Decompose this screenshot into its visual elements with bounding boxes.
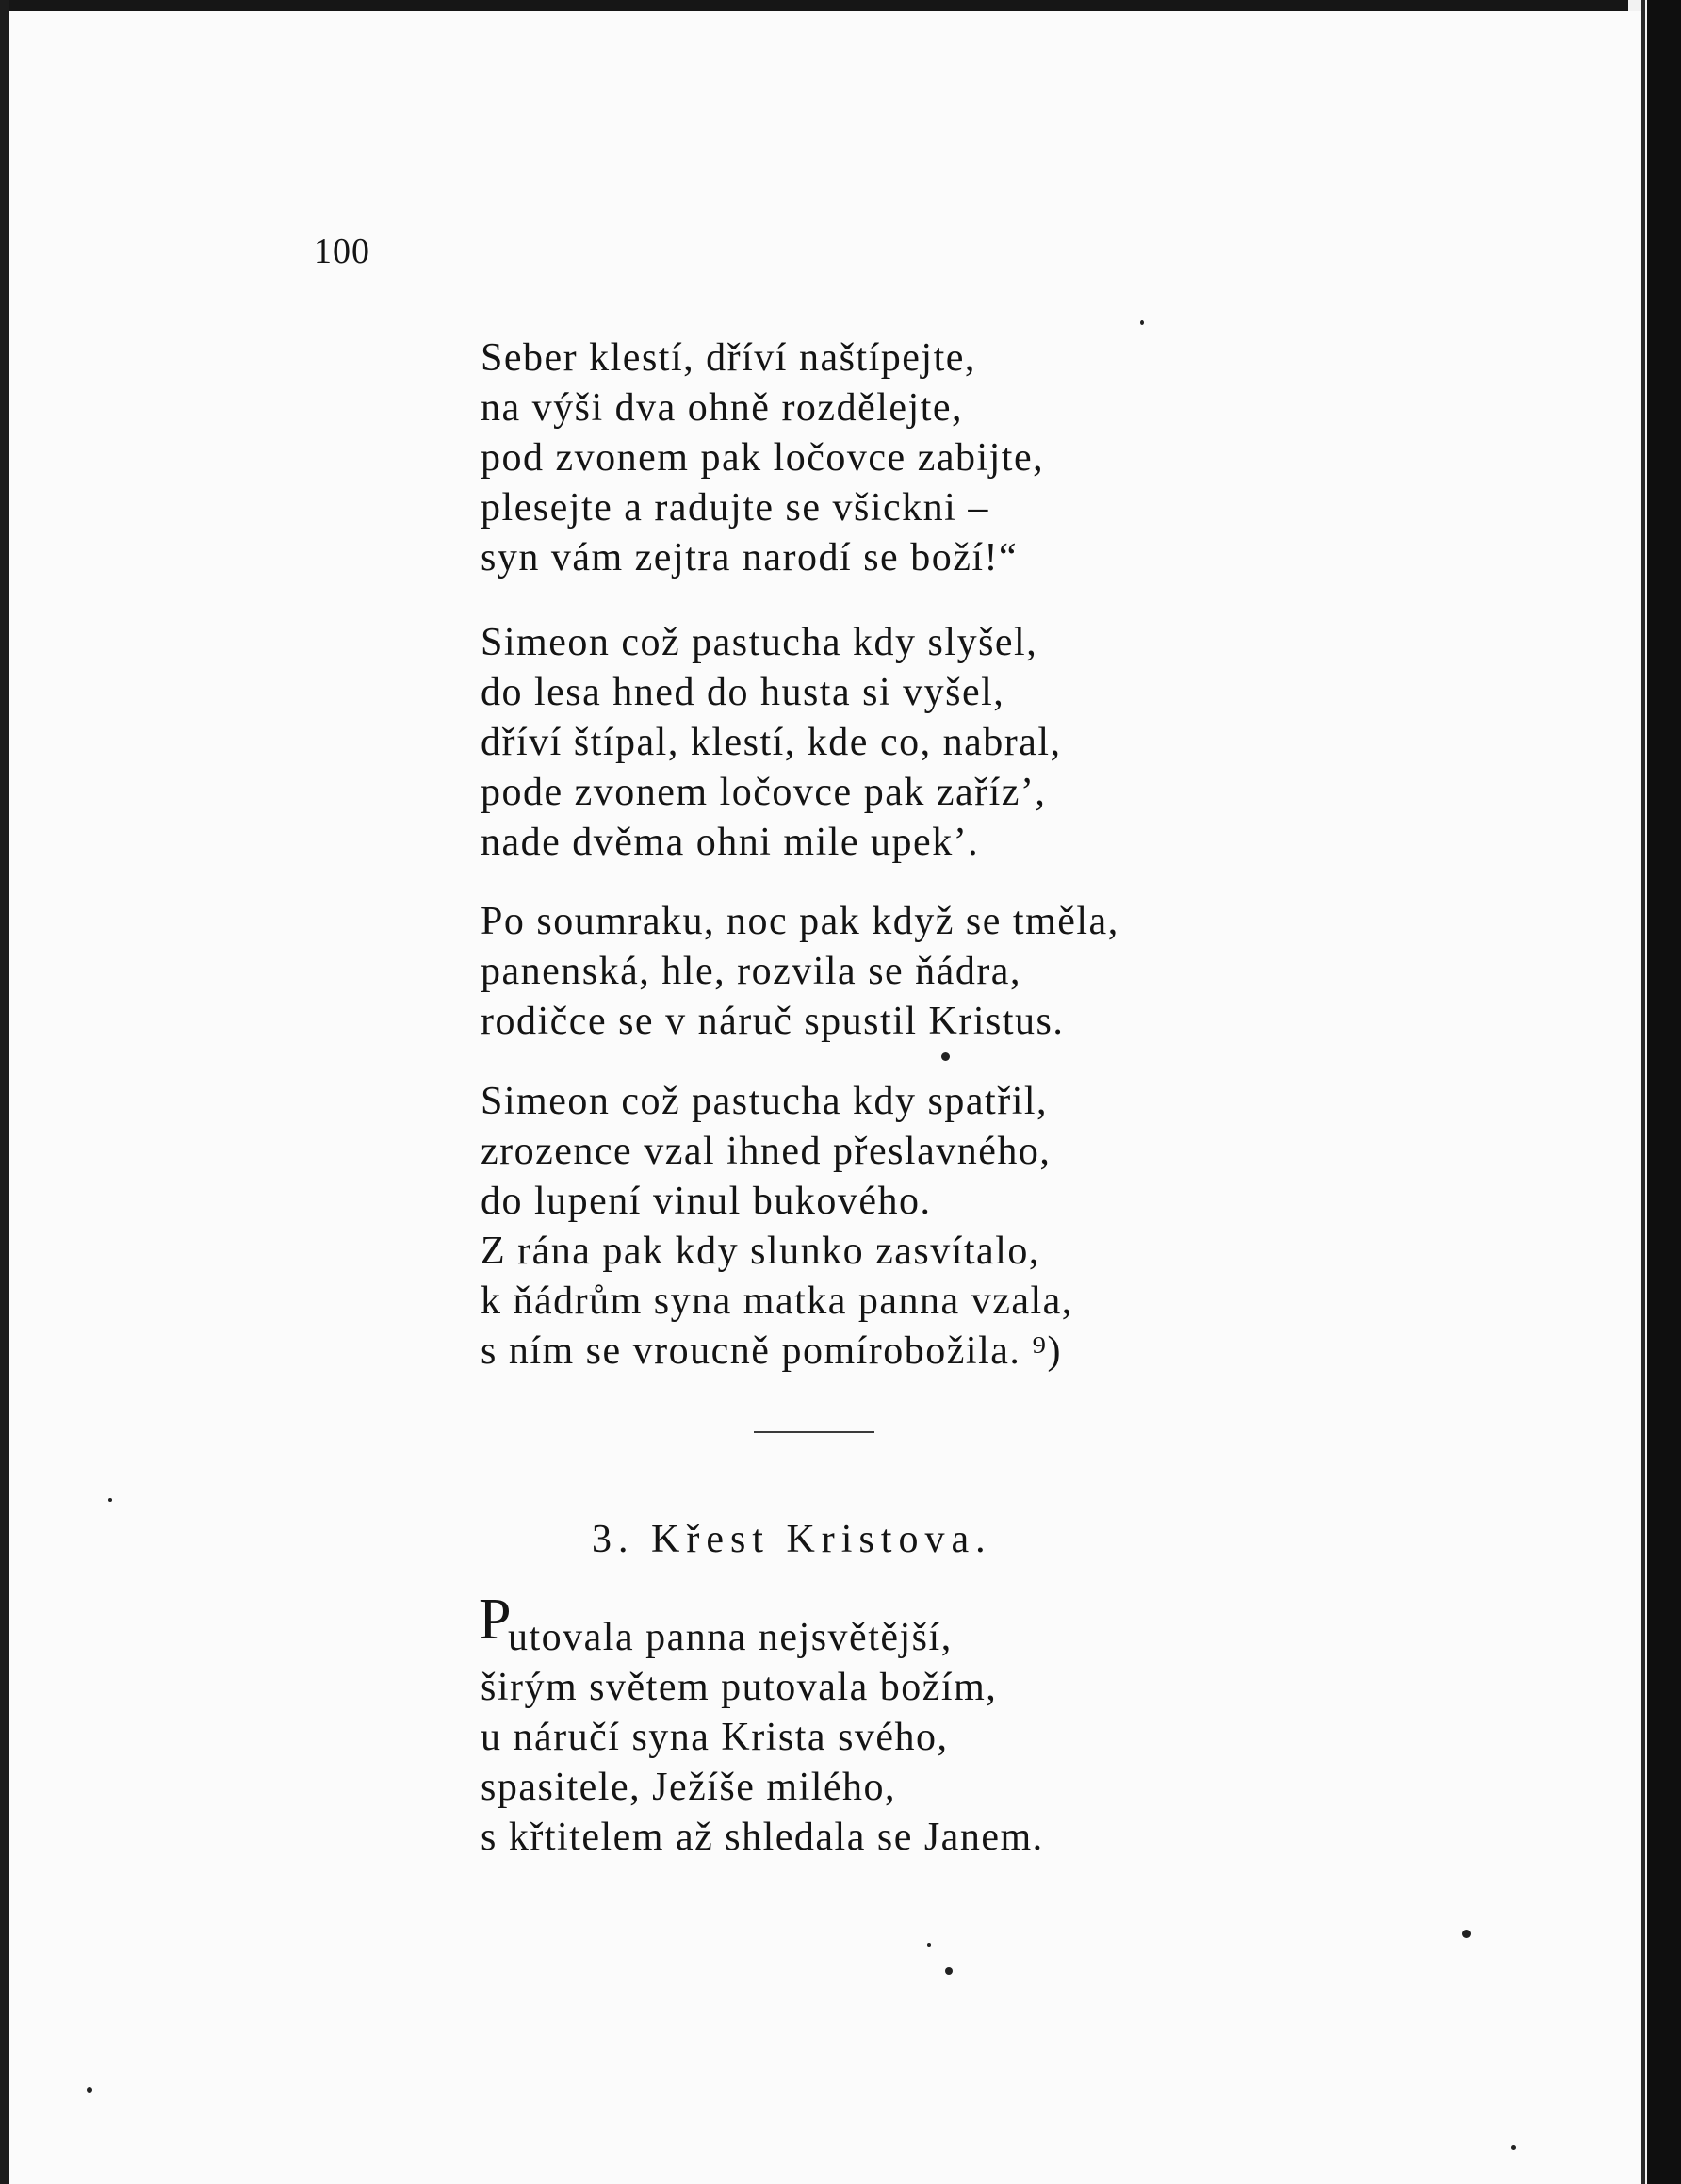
verse-line: do lesa hned do husta si vyšel, (481, 671, 1005, 714)
scan-speck (1511, 2145, 1516, 2150)
verse-line: plesejte a radujte se všickni – (481, 486, 989, 530)
verse-line: širým světem putovala božím, (481, 1666, 998, 1709)
stanza-5 (481, 1613, 1044, 1863)
page-number: 100 (314, 232, 370, 271)
scan-speck (941, 1052, 950, 1061)
verse-line: rodičce se v náruč spustil Kristus. (481, 1000, 1065, 1043)
verse-line: Z rána pak kdy slunko zasvítalo, (481, 1230, 1040, 1273)
scan-speck (87, 2087, 92, 2093)
verse-line: pod zvonem pak ločovce zabijte, (481, 436, 1045, 480)
stanza-2 (481, 618, 1062, 868)
verse-line: zrozence vzal ihned přeslavného, (481, 1130, 1052, 1173)
verse-line: k ňádrům syna matka panna vzala, (481, 1279, 1073, 1323)
book-spine-line (1641, 0, 1645, 2184)
verse-line: do lupení vinul bukového. (481, 1180, 932, 1223)
verse-line: syn vám zejtra narodí se boží!“ (481, 536, 1019, 579)
verse-line: s křtitelem až shledala se Janem. (481, 1816, 1044, 1859)
section-heading: 3. Křest Kristova. (592, 1518, 992, 1561)
verse-line: spasitele, Ježíše milého, (481, 1766, 897, 1809)
stanza-3 (481, 897, 1119, 1047)
scan-speck (945, 1967, 953, 1975)
verse-line: s ním se vroucně pomírobožila. ⁹) (481, 1329, 1063, 1373)
scan-speck (927, 1943, 931, 1947)
stanza-4 (481, 1077, 1073, 1377)
scan-border-top (0, 0, 1681, 11)
scan-speck (1140, 320, 1144, 325)
verse-line: Po soumraku, noc pak když se tměla, (481, 900, 1119, 943)
verse-line: Simeon což pastucha kdy spatřil, (481, 1080, 1049, 1123)
verse-line: Seber klestí, dříví naštípejte, (481, 336, 976, 380)
verse-line: u náručí syna Krista svého, (481, 1716, 949, 1759)
verse-line: panenská, hle, rozvila se ňádra, (481, 950, 1021, 993)
stanza-1 (481, 334, 1044, 583)
scan-speck (1462, 1930, 1471, 1938)
verse-line: utovala panna nejsvětější, (508, 1616, 953, 1659)
scan-speck (108, 1498, 112, 1502)
scan-border-right-dark (1647, 0, 1681, 2184)
verse-line: Simeon což pastucha kdy slyšel, (481, 621, 1038, 664)
verse-line: na výši dva ohně rozdělejte, (481, 386, 963, 430)
scan-border-left (0, 0, 9, 2184)
drop-initial: P (479, 1588, 512, 1652)
verse-line: dříví štípal, klestí, kde co, nabral, (481, 721, 1062, 764)
section-divider (754, 1431, 874, 1433)
verse-line: nade dvěma ohni mile upek’. (481, 821, 980, 864)
verse-line: pode zvonem ločovce pak zaříz’, (481, 771, 1047, 814)
